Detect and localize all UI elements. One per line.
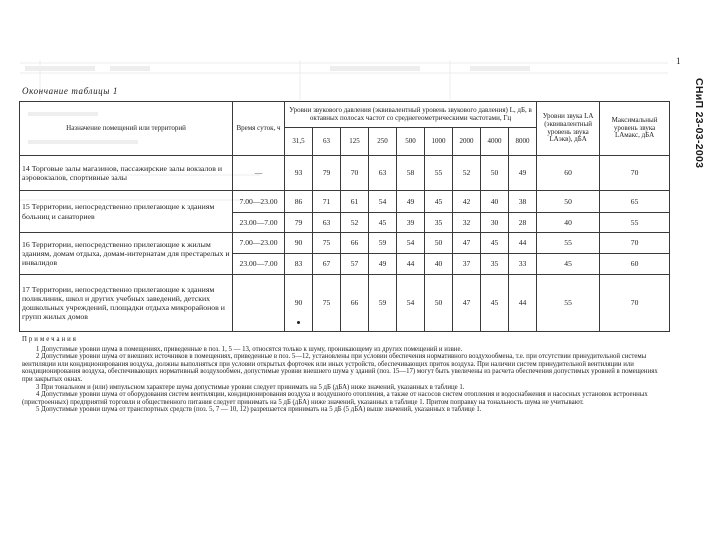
octave-level-cell: 39 (397, 213, 425, 233)
header-sound-pressure: Уровни звукового давления (эквивалентный уровень звукового давления) L, дБ, в октавных полосах частот со среднегеометрическими частотами, Гц (285, 102, 537, 128)
territory-name: 14 Торговые залы магазинов, пассажирские залы вокзалов и аэровокзалов, спортивные залы (20, 156, 233, 191)
octave-level-cell: 63 (313, 213, 341, 233)
octave-level-cell: 49 (509, 156, 537, 191)
octave-level-cell: 67 (313, 254, 341, 275)
territory-name: 15 Территории, непосредственно прилегающие к зданиям больниц и санаториев (20, 191, 233, 233)
table-row (20, 233, 670, 254)
octave-level-cell: 47 (453, 233, 481, 254)
time-of-day: 7.00—23.00 (233, 233, 285, 254)
octave-level-cell: 86 (285, 191, 313, 213)
header-frequency: 63 (313, 128, 341, 156)
octave-level-cell: 40 (425, 254, 453, 275)
header-frequency: 250 (369, 128, 397, 156)
octave-level-cell: 45 (481, 275, 509, 332)
scan-dot (297, 321, 300, 324)
header-max-level: Максимальный уровень звука LAмакс, дБА (600, 102, 670, 156)
octave-level-cell: 54 (397, 233, 425, 254)
header-frequency: 2000 (453, 128, 481, 156)
octave-level-cell: 63 (369, 156, 397, 191)
note-item: 5 Допустимые уровни шума от транспортных средств (поз. 5, 7 — 10, 12) разрешается принимать на 5 дБ (5 дБА) выше значений, указанных в таблице 1. (36, 406, 482, 414)
header-frequency: 1000 (425, 128, 453, 156)
octave-level-cell: 61 (341, 191, 369, 213)
octave-level-cell: 49 (369, 254, 397, 275)
territory-name: 16 Территории, непосредственно прилегающие к жилым зданиям, домам отдыха, домам-интернатам для престарелых и инвалидов (20, 233, 233, 275)
header-name: Назначение помещений или территорий (20, 102, 233, 156)
table-row (20, 191, 670, 213)
equivalent-level-cell: 50 (537, 191, 600, 213)
territory-name: 17 Территории, непосредственно прилегающие к зданиям поликлиник, школ и других учебных заведений, детских дошкольных учреждений, площадки отдыха микрорайонов и групп жилых домов (20, 275, 233, 332)
note-item: 2 Допустимые уровни шума от внешних источников в помещениях, приведенные в поз. 5—12, установлены при условии обеспечения нормативного воздухообмена, т.е. при отсутствии принудительной системы вентиляции или кондиционирования воздуха, должны выполняться при условии открытых форточек или иных устройств, обеспечивающих приток воздуха. При наличии систем принудительной вентиляции или кондиционирования воздуха, обеспечивающих нормативный воздухообмен, допустимые уровни внешнего шума у зданий (поз. 15—17) могут быть увеличены из расчета обеспечения допустимых уровней в помещениях при закрытых окнах. (22, 353, 658, 384)
octave-level-cell: 75 (313, 233, 341, 254)
equivalent-level-cell: 55 (537, 275, 600, 332)
octave-level-cell: 33 (509, 254, 537, 275)
octave-level-cell: 44 (509, 275, 537, 332)
header-frequency: 8000 (509, 128, 537, 156)
octave-level-cell: 50 (481, 156, 509, 191)
table-caption: Окончание таблицы 1 (22, 86, 118, 96)
octave-level-cell: 44 (397, 254, 425, 275)
note-item: 1 Допустимые уровни шума в помещениях, приведенные в поз. 1, 5 — 13, относятся только к шуму, проникающему из других помещений и извне. (36, 345, 463, 353)
octave-level-cell: 42 (453, 191, 481, 213)
octave-level-cell: 55 (425, 156, 453, 191)
octave-level-cell: 50 (425, 233, 453, 254)
octave-level-cell: 93 (285, 156, 313, 191)
table-row (20, 275, 670, 332)
time-of-day: 23.00—7.00 (233, 254, 285, 275)
time-of-day (233, 275, 285, 332)
header-frequency: 500 (397, 128, 425, 156)
octave-level-cell: 45 (481, 233, 509, 254)
notes-section (22, 336, 668, 414)
octave-level-cell: 54 (397, 275, 425, 332)
header-frequency: 31,5 (285, 128, 313, 156)
octave-level-cell: 50 (425, 275, 453, 332)
time-of-day: 7.00—23.00 (233, 191, 285, 213)
octave-level-cell: 66 (341, 233, 369, 254)
octave-level-cell: 90 (285, 275, 313, 332)
octave-level-cell: 79 (313, 156, 341, 191)
header-frequency: 4000 (481, 128, 509, 156)
octave-level-cell: 45 (425, 191, 453, 213)
time-of-day: — (233, 156, 285, 191)
octave-level-cell: 47 (453, 275, 481, 332)
octave-level-cell: 59 (369, 233, 397, 254)
max-level-cell: 55 (600, 213, 670, 233)
octave-level-cell: 35 (481, 254, 509, 275)
octave-level-cell: 66 (341, 275, 369, 332)
equivalent-level-cell: 45 (537, 254, 600, 275)
octave-level-cell: 71 (313, 191, 341, 213)
note-item: 3 При тональном и (или) импульсном характере шума допустимые уровни следует принимать на 5 дБ (дБА) ниже значений, указанных в таблице 1. (36, 383, 465, 391)
document-code: СНиП 23-03-2003 (693, 78, 705, 169)
octave-level-cell: 45 (369, 213, 397, 233)
octave-level-cell: 38 (509, 191, 537, 213)
octave-level-cell: 32 (453, 213, 481, 233)
octave-level-cell: 75 (313, 275, 341, 332)
octave-level-cell: 52 (453, 156, 481, 191)
octave-level-cell: 54 (369, 191, 397, 213)
max-level-cell: 70 (600, 275, 670, 332)
max-level-cell: 60 (600, 254, 670, 275)
octave-level-cell: 28 (509, 213, 537, 233)
equivalent-level-cell: 60 (537, 156, 600, 191)
octave-level-cell: 58 (397, 156, 425, 191)
octave-level-cell: 35 (425, 213, 453, 233)
table-row (20, 156, 670, 191)
octave-level-cell: 52 (341, 213, 369, 233)
octave-level-cell: 59 (369, 275, 397, 332)
max-level-cell: 65 (600, 191, 670, 213)
equivalent-level-cell: 55 (537, 233, 600, 254)
octave-level-cell: 40 (481, 191, 509, 213)
octave-level-cell: 37 (453, 254, 481, 275)
header-equivalent-level: Уровни звука LA (эквивалентный уровень звука LAэкв), дБА (537, 102, 600, 156)
equivalent-level-cell: 40 (537, 213, 600, 233)
octave-level-cell: 49 (397, 191, 425, 213)
octave-level-cell: 70 (341, 156, 369, 191)
max-level-cell: 70 (600, 156, 670, 191)
noise-levels-table (19, 101, 670, 332)
header-frequency: 125 (341, 128, 369, 156)
time-of-day: 23.00—7.00 (233, 213, 285, 233)
octave-level-cell: 83 (285, 254, 313, 275)
octave-level-cell: 44 (509, 233, 537, 254)
note-item: 4 Допустимые уровни шума от оборудования систем вентиляции, кондиционирования воздуха и воздушного отопления, а также от насосов систем отопления и водоснабжения и насосных установок встроенных (пристроенных) предприятий торговли и общественного питания следует принимать на 5 дБ (дБА) ниже значений, указанных в таблице 1. Притом поправку на тональность шума не учитывают. (22, 391, 648, 406)
octave-level-cell: 79 (285, 213, 313, 233)
octave-level-cell: 30 (481, 213, 509, 233)
octave-level-cell: 90 (285, 233, 313, 254)
header-time: Время суток, ч (233, 102, 285, 156)
octave-level-cell: 57 (341, 254, 369, 275)
notes-heading: Примечания (22, 336, 78, 343)
page-number: 1 (676, 56, 681, 66)
max-level-cell: 70 (600, 233, 670, 254)
